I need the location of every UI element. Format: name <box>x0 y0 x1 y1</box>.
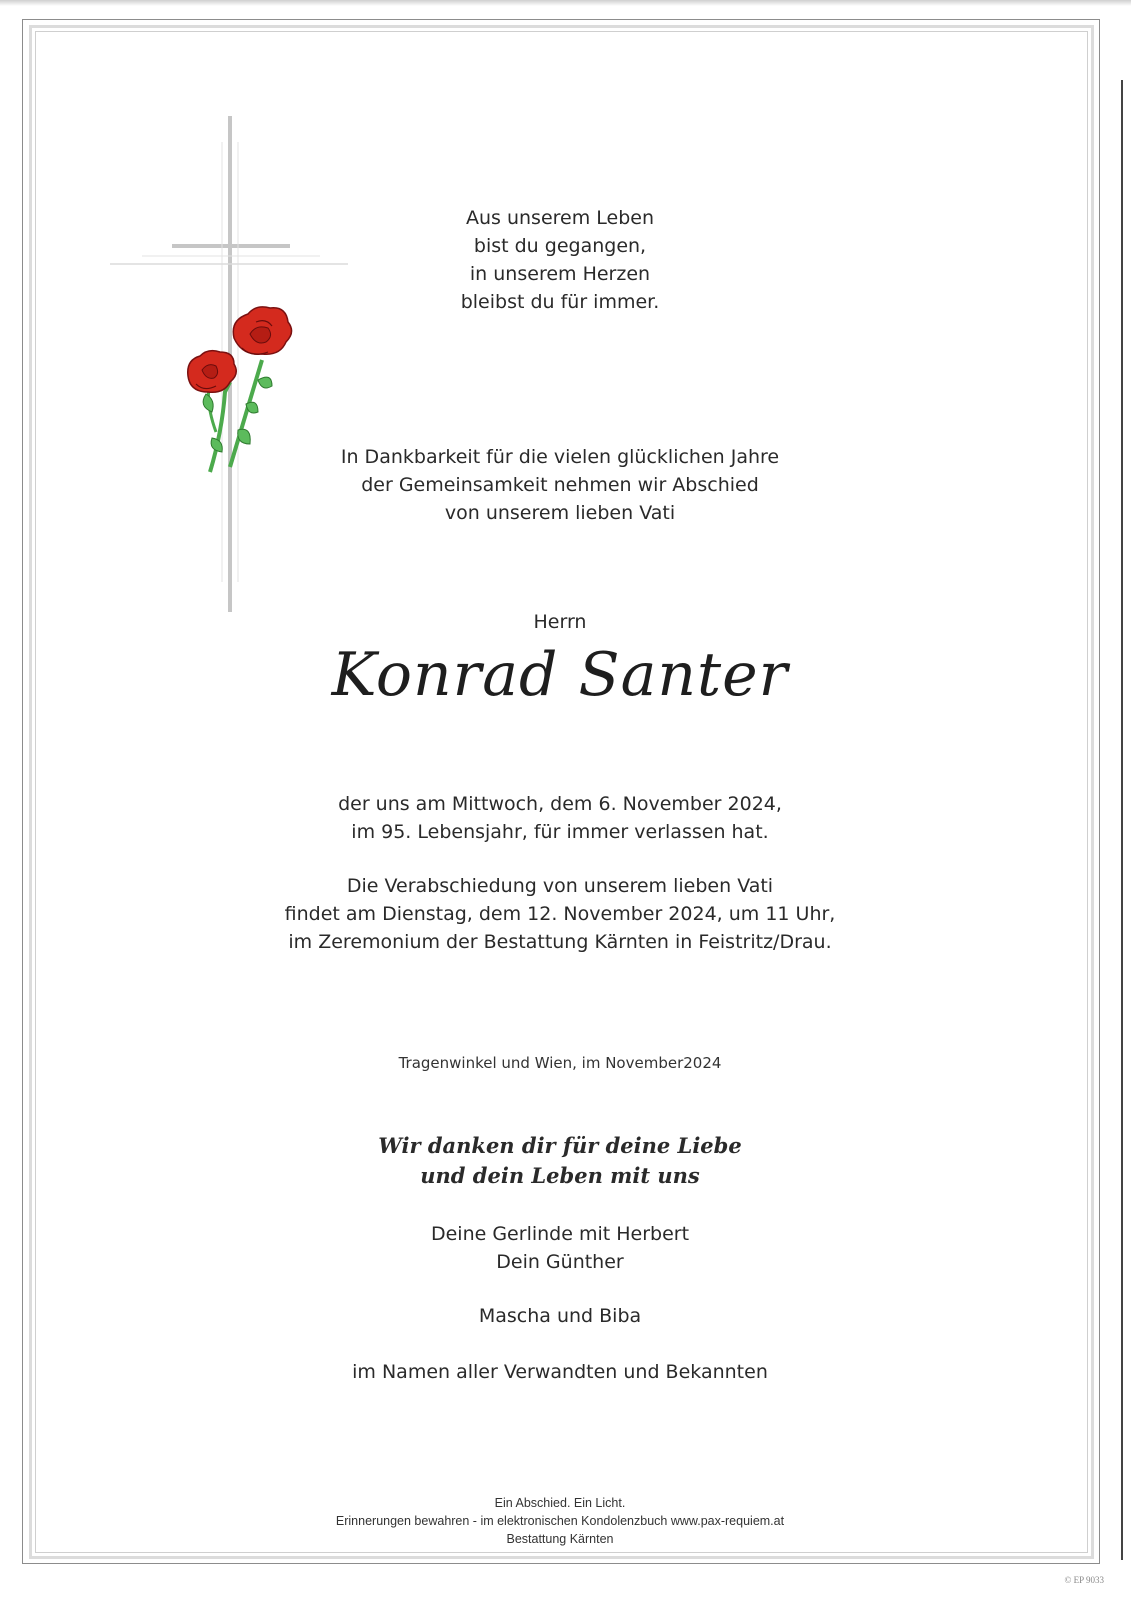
poem <box>260 204 860 316</box>
mourners-group-1 <box>260 1220 860 1276</box>
death-notice-line: im 95. Lebensjahr, für immer verlassen hat. <box>351 821 769 843</box>
ceremony-line: im Zeremonium der Bestattung Kärnten in Feistritz/Drau. <box>288 931 832 953</box>
mourners-group-3: im Namen aller Verwandten und Bekannten <box>352 1361 768 1383</box>
footer <box>260 1494 860 1548</box>
footer-line: Bestattung Kärnten <box>506 1532 614 1546</box>
poem-line: bleibst du für immer. <box>460 291 660 313</box>
gratitude-text <box>260 443 860 527</box>
mourner-name: Deine Gerlinde mit Herbert <box>430 1223 690 1245</box>
gratitude-line: der Gemeinsamkeit nehmen wir Abschied <box>361 474 759 496</box>
poem-line: in unserem Herzen <box>469 263 651 285</box>
gratitude-line: von unserem lieben Vati <box>444 502 676 524</box>
death-notice <box>260 790 860 846</box>
place-date: Tragenwinkel und Wien, im November2024 <box>398 1054 722 1072</box>
scan-edge <box>1121 80 1123 1560</box>
footer-line: Ein Abschied. Ein Licht. <box>494 1496 626 1510</box>
poem-line: Aus unserem Leben <box>465 207 654 229</box>
scan-top-shade <box>0 0 1131 6</box>
ceremony-line: Die Verabschiedung von unserem lieben Vati <box>346 875 774 897</box>
salutation: Herrn <box>533 611 587 633</box>
cross-with-roses-icon <box>110 112 350 617</box>
ceremony-details <box>260 872 860 956</box>
print-code: © EP 9033 <box>1064 1575 1104 1585</box>
mourner-name: Dein Günther <box>496 1251 624 1273</box>
footer-line: Erinnerungen bewahren - im elektronischen Kondolenzbuch www.pax-requiem.at <box>335 1514 785 1528</box>
thanks-text <box>260 1131 860 1191</box>
thanks-line: und dein Leben mit uns <box>420 1163 700 1188</box>
thanks-line: Wir danken dir für deine Liebe <box>378 1133 742 1158</box>
death-notice-line: der uns am Mittwoch, dem 6. November 2024, <box>338 793 782 815</box>
ceremony-line: findet am Dienstag, dem 12. November 2024, um 11 Uhr, <box>284 903 836 925</box>
poem-line: bist du gegangen, <box>473 235 647 257</box>
gratitude-line: In Dankbarkeit für die vielen glücklichen Jahre <box>340 446 780 468</box>
mourners-group-2: Mascha und Biba <box>478 1305 642 1327</box>
deceased-name: Konrad Santer <box>331 640 789 710</box>
